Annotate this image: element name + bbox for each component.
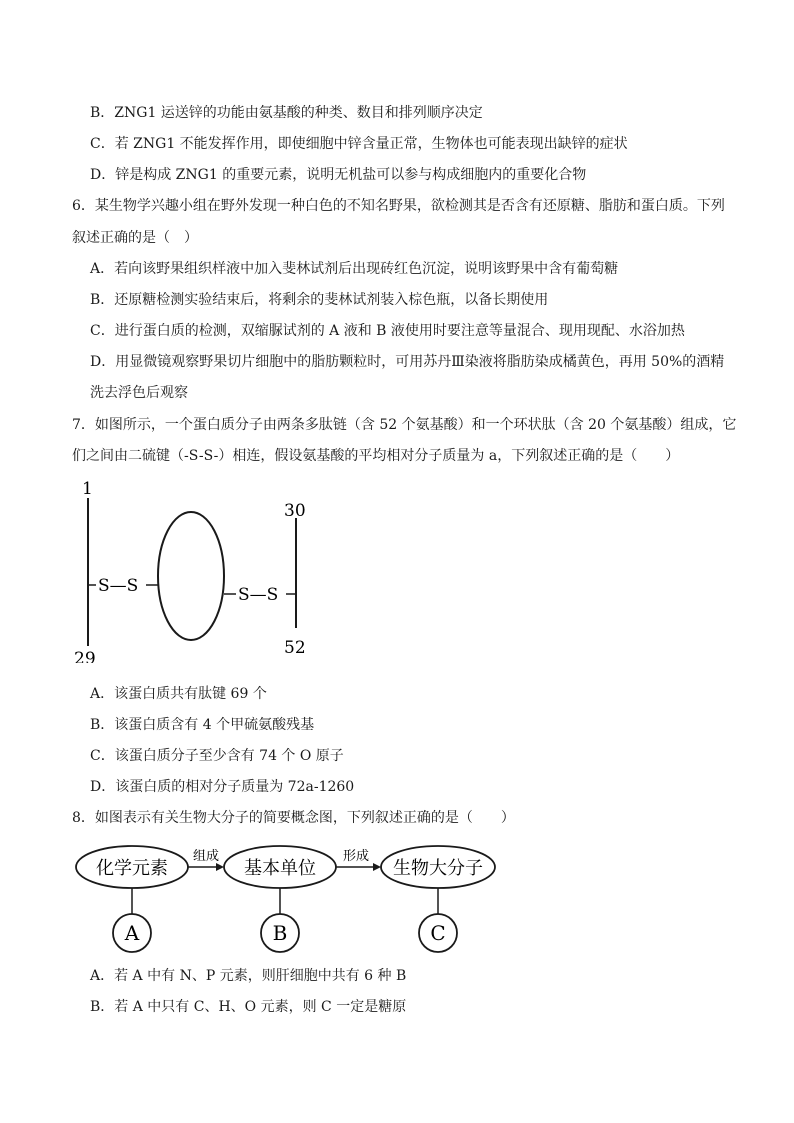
q6-option-d-continuation: 洗去浮色后观察	[90, 385, 188, 401]
arrow-form-label: 形成	[342, 849, 370, 864]
q6-stem-line2: 叙述正确的是（ ）	[72, 230, 198, 246]
q5-option-c: C．若 ZNG1 不能发挥作用，即使细胞中锌含量正常，生物体也可能表现出缺锌的症状	[90, 136, 628, 152]
q8-stem: 8．如图表示有关生物大分子的简要概念图，下列叙述正确的是（ ）	[72, 810, 515, 826]
q8-option-b: B．若 A 中只有 C、H、O 元素，则 C 一定是糖原	[90, 999, 407, 1015]
left-disulfide-bond: S—S	[98, 576, 139, 596]
q5-option-d: D．锌是构成 ZNG1 的重要元素，说明无机盐可以参与构成细胞内的重要化合物	[90, 167, 587, 183]
q7-option-a: A．该蛋白质共有肽键 69 个	[90, 686, 267, 702]
q6-option-c: C．进行蛋白质的检测，双缩脲试剂的 A 液和 B 液使用时要注意等量混合、现用现配、水浴加热	[90, 323, 685, 339]
label-52: 52	[284, 638, 306, 658]
q7-stem-line2: 们之间由二硫键（-S-S-）相连，假设氨基酸的平均相对分子质量为 a，下列叙述正确的是（ ）	[72, 448, 680, 464]
q6-stem-line1: 6．某生物学兴趣小组在野外发现一种白色的不知名野果，欲检测其是否含有还原糖、脂肪和蛋白质。下列	[72, 198, 725, 214]
q7-option-d: D．该蛋白质的相对分子质量为 72a-1260	[90, 779, 355, 795]
circle-c-label: C	[430, 921, 446, 945]
node-chemical-elements-label: 化学元素	[96, 858, 168, 879]
q5-option-b: B．ZNG1 运送锌的功能由氨基酸的种类、数目和排列顺序决定	[90, 105, 483, 121]
node-biomacromolecule-label: 生物大分子	[393, 858, 483, 879]
arrow-form-head	[373, 863, 381, 871]
q6-option-a: A．若向该野果组织样液中加入斐林试剂后出现砖红色沉淀，说明该野果中含有葡萄糖	[90, 261, 619, 277]
concept-map-figure	[72, 840, 502, 955]
right-disulfide-bond: S—S	[238, 585, 279, 605]
q8-option-a: A．若 A 中有 N、P 元素，则肝细胞中共有 6 种 B	[90, 968, 407, 984]
label-30: 30	[284, 501, 306, 521]
label-29: 29	[74, 649, 96, 663]
circle-a-label: A	[124, 921, 140, 945]
q7-option-c: C．该蛋白质分子至少含有 74 个 O 原子	[90, 748, 344, 764]
arrow-compose-head	[216, 863, 224, 871]
q7-option-b: B．该蛋白质含有 4 个甲硫氨酸残基	[90, 717, 315, 733]
q6-option-b: B．还原糖检测实验结束后，将剩余的斐林试剂装入棕色瓶，以备长期使用	[90, 292, 549, 308]
node-basic-unit-label: 基本单位	[244, 858, 316, 879]
protein-structure-figure	[70, 478, 330, 663]
q6-option-d: D．用显微镜观察野果切片细胞中的脂肪颗粒时，可用苏丹Ⅲ染液将脂肪染成橘黄色，再用 50%的酒精	[90, 354, 725, 370]
circle-b-label: B	[272, 921, 288, 945]
cyclic-peptide-ring	[158, 512, 224, 640]
arrow-compose-label: 组成	[192, 849, 220, 864]
label-1: 1	[82, 479, 93, 499]
q7-stem-line1: 7．如图所示，一个蛋白质分子由两条多肽链（含 52 个氨基酸）和一个环状肽（含 20 个氨基酸）组成，它	[72, 417, 737, 433]
